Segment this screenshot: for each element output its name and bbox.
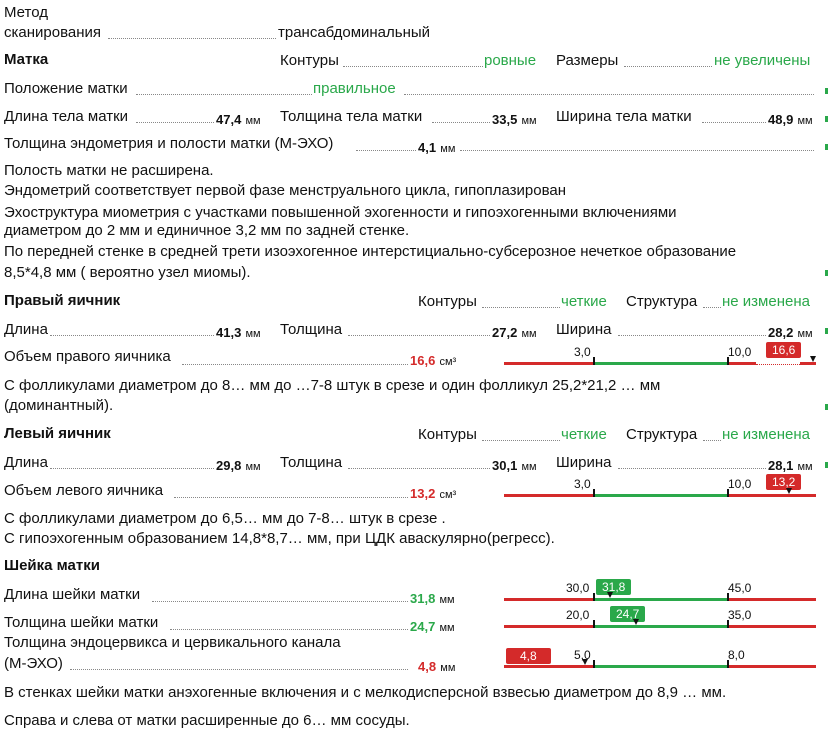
left-ovary-thickness-label: Толщина <box>280 454 343 471</box>
cervix-thickness-scale <box>504 607 816 628</box>
right-ovary-volume-value: 16,6 <box>410 353 436 368</box>
scale-min-label: 5,0 <box>574 648 591 662</box>
left-ovary-volume-scale <box>504 475 816 497</box>
unit: мм <box>797 115 813 127</box>
left-ovary-structure-label: Структура <box>626 426 698 443</box>
dotted-leader <box>182 364 408 365</box>
dotted-leader <box>343 66 483 67</box>
uterus-text-5: По передней стенке в средней трети изоэхогенное интерстициально-субсерозное нечеткое образование <box>4 243 737 260</box>
dotted-leader <box>482 307 560 308</box>
dotted-leader <box>50 468 214 469</box>
method-value: трансабдоминальный <box>278 24 431 41</box>
scale-tick-min <box>593 660 595 668</box>
unit: мм <box>245 328 261 340</box>
dotted-leader <box>152 601 408 602</box>
uterus-text-1: Полость матки не расширена. <box>4 162 214 179</box>
cervix-endo-value: 4,8 <box>418 659 437 674</box>
cervix-length-label: Длина шейки матки <box>4 586 141 603</box>
scale-normal-segment <box>594 625 728 628</box>
right-ovary-structure-value: не изменена <box>722 293 810 310</box>
scale-value-badge: 13,2 <box>766 474 801 490</box>
cervix-text-1: В стенках шейки матки анэхогенные включения и с мелкодисперсной взвесью диаметром до 8,9 … мм. <box>4 684 727 701</box>
right-ovary-thickness-value: 27,2 <box>492 325 518 340</box>
unit: мм <box>797 328 813 340</box>
scale-low-segment <box>504 494 594 497</box>
dotted-leader <box>404 94 814 95</box>
scale-high-segment <box>728 665 816 668</box>
uterus-title: Матка <box>4 51 49 68</box>
scale-min-label: 20,0 <box>566 608 590 622</box>
scale-high-segment <box>728 362 756 365</box>
left-ovary-contours-value: четкие <box>561 426 607 443</box>
uterus-thickness-label: Толщина тела матки <box>280 108 423 125</box>
unit: мм <box>439 594 455 606</box>
unit: мм <box>440 662 456 674</box>
volume-unit: см³ <box>439 489 457 501</box>
scale-pointer-icon <box>633 619 639 625</box>
unit: мм <box>245 461 261 473</box>
scale-value-badge: 16,6 <box>766 342 801 358</box>
scale-pointer-icon <box>607 592 613 598</box>
dotted-leader <box>136 122 214 123</box>
dotted-leader <box>624 66 712 67</box>
uterus-endo-label: Толщина эндометрия и полости матки (М-ЭХО) <box>4 135 334 152</box>
dotted-leader <box>702 122 766 123</box>
right-ovary-width-value: 28,2 <box>768 325 794 340</box>
unit: мм <box>521 461 537 473</box>
right-ovary-volume-label: Объем правого яичника <box>4 348 171 365</box>
dotted-leader <box>618 335 766 336</box>
volume-unit: см³ <box>439 356 457 368</box>
unit: мм <box>440 143 456 155</box>
scale-low-segment <box>504 665 594 668</box>
scale-max-label: 35,0 <box>728 608 752 622</box>
dotted-leader <box>356 150 416 151</box>
scale-normal-segment <box>594 665 728 668</box>
scale-pointer-icon <box>810 356 816 362</box>
method-label-2: сканирования <box>4 24 102 41</box>
uterus-length-label: Длина тела матки <box>4 108 129 125</box>
dotted-leader <box>703 307 721 308</box>
scale-pointer-icon <box>582 659 588 665</box>
dotted-leader <box>703 440 721 441</box>
dotted-leader <box>136 94 312 95</box>
unit: мм <box>521 115 537 127</box>
uterus-width-value: 48,9 <box>768 112 794 127</box>
scale-min-label: 30,0 <box>566 581 590 595</box>
scale-high-segment <box>728 598 816 601</box>
uterus-text-6: 8,5*4,8 мм ( вероятно узел миомы). <box>4 264 251 281</box>
right-ovary-thickness-label: Толщина <box>280 321 343 338</box>
right-ovary-length-value: 41,3 <box>216 325 242 340</box>
scale-tick-min <box>593 489 595 497</box>
uterus-text-2: Эндометрий соответствует первой фазе менструального цикла, гипоплазирован <box>4 182 567 199</box>
right-ovary-length-label: Длина <box>4 321 48 338</box>
left-ovary-thickness-value: 30,1 <box>492 458 518 473</box>
right-ovary-structure-label: Структура <box>626 293 698 310</box>
scale-max-label: 10,0 <box>728 477 752 491</box>
scale-pointer-icon <box>786 488 792 494</box>
unit: мм <box>521 328 537 340</box>
dotted-leader <box>348 335 490 336</box>
dotted-leader <box>482 440 560 441</box>
dotted-leader <box>348 468 490 469</box>
cervix-title: Шейка матки <box>4 557 100 574</box>
right-ovary-contours-label: Контуры <box>418 293 477 310</box>
scale-gap <box>756 362 800 365</box>
scale-high-segment <box>800 362 816 365</box>
scale-low-segment <box>504 625 594 628</box>
scale-tick-min <box>593 593 595 601</box>
scale-tick-min <box>593 620 595 628</box>
scale-min-label: 3,0 <box>574 345 591 359</box>
right-ovary-contours-value: четкие <box>561 293 607 310</box>
cervix-thickness-value: 24,7 <box>410 619 436 634</box>
method-label: Метод <box>4 4 48 21</box>
scale-value-badge: 4,8 <box>506 648 551 664</box>
uterus-width-label: Ширина тела матки <box>556 108 692 125</box>
cervix-endo-label: Толщина эндоцервикса и цервикального канала <box>4 634 341 651</box>
right-ovary-text-1: С фолликулами диаметром до 8… мм до …7-8 штук в срезе и один фолликул 25,2*21,2 … мм <box>4 377 661 394</box>
right-ovary-title: Правый яичник <box>4 292 121 309</box>
cervix-length-value: 31,8 <box>410 591 436 606</box>
scale-high-segment <box>728 625 816 628</box>
uterus-size-value: не увеличены <box>714 52 811 69</box>
scale-min-label: 3,0 <box>574 477 591 491</box>
scale-low-segment <box>504 362 594 365</box>
scale-max-label: 8,0 <box>728 648 745 662</box>
unit: мм <box>797 461 813 473</box>
scale-tick-min <box>593 357 595 365</box>
left-ovary-text-2: С гипоэхогенным образованием 14,8*8,7… мм, при ЦДК аваскулярно(регресс). <box>4 530 555 547</box>
cervix-text-2: Справа и слева от матки расширенные до 6… мм сосуды. <box>4 712 410 729</box>
unit: мм <box>245 115 261 127</box>
left-ovary-width-value: 28,1 <box>768 458 794 473</box>
left-ovary-volume-label: Объем левого яичника <box>4 482 164 499</box>
right-ovary-text-2: (доминантный). <box>4 397 114 414</box>
cervix-length-scale <box>504 580 816 601</box>
scale-max-label: 45,0 <box>728 581 752 595</box>
cervix-endo-label-2: (М-ЭХО) <box>4 655 63 672</box>
dotted-leader <box>460 150 814 151</box>
left-ovary-structure-value: не изменена <box>722 426 810 443</box>
scale-normal-segment <box>594 598 728 601</box>
uterus-position-value: правильное <box>313 80 396 97</box>
left-ovary-contours-label: Контуры <box>418 426 477 443</box>
left-ovary-width-label: Ширина <box>556 454 612 471</box>
dotted-leader <box>50 335 214 336</box>
dotted-leader <box>174 497 408 498</box>
scale-value-badge: 31,8 <box>596 579 631 595</box>
uterus-text-3: Эхоструктура миометрия с участками повышенной эхогенности и гипоэхогенными включениями <box>4 204 677 221</box>
scale-normal-segment <box>594 362 728 365</box>
uterus-thickness-value: 33,5 <box>492 112 518 127</box>
right-ovary-width-label: Ширина <box>556 321 612 338</box>
scale-value-badge: 24,7 <box>610 606 645 622</box>
dotted-leader <box>432 122 490 123</box>
uterus-length-value: 47,4 <box>216 112 242 127</box>
cervix-thickness-label: Толщина шейки матки <box>4 614 159 631</box>
unit: мм <box>439 622 455 634</box>
left-ovary-volume-value: 13,2 <box>410 486 436 501</box>
left-ovary-title: Левый яичник <box>4 425 111 442</box>
left-ovary-length-value: 29,8 <box>216 458 242 473</box>
left-ovary-text-1: С фолликулами диаметром до 6,5… мм до 7-8… штук в срезе . <box>4 510 446 527</box>
cervix-endo-scale <box>504 648 816 668</box>
uterus-contours-label: Контуры <box>280 52 339 69</box>
scale-low-segment <box>504 598 594 601</box>
right-ovary-volume-scale <box>504 343 816 365</box>
uterus-contours-value: ровные <box>484 52 537 69</box>
scale-high-segment <box>728 494 816 497</box>
dotted-leader <box>108 38 276 39</box>
dotted-leader <box>170 629 408 630</box>
uterus-size-label: Размеры <box>556 52 619 69</box>
uterus-text-4: диаметром до 2 мм и единичное 3,2 мм по задней стенке. <box>4 222 410 239</box>
left-ovary-length-label: Длина <box>4 454 48 471</box>
scale-max-label: 10,0 <box>728 345 752 359</box>
dotted-leader <box>618 468 766 469</box>
dotted-leader <box>70 669 408 670</box>
uterus-endo-value: 4,1 <box>418 140 437 155</box>
uterus-position-label: Положение матки <box>4 80 128 97</box>
scale-normal-segment <box>594 494 728 497</box>
